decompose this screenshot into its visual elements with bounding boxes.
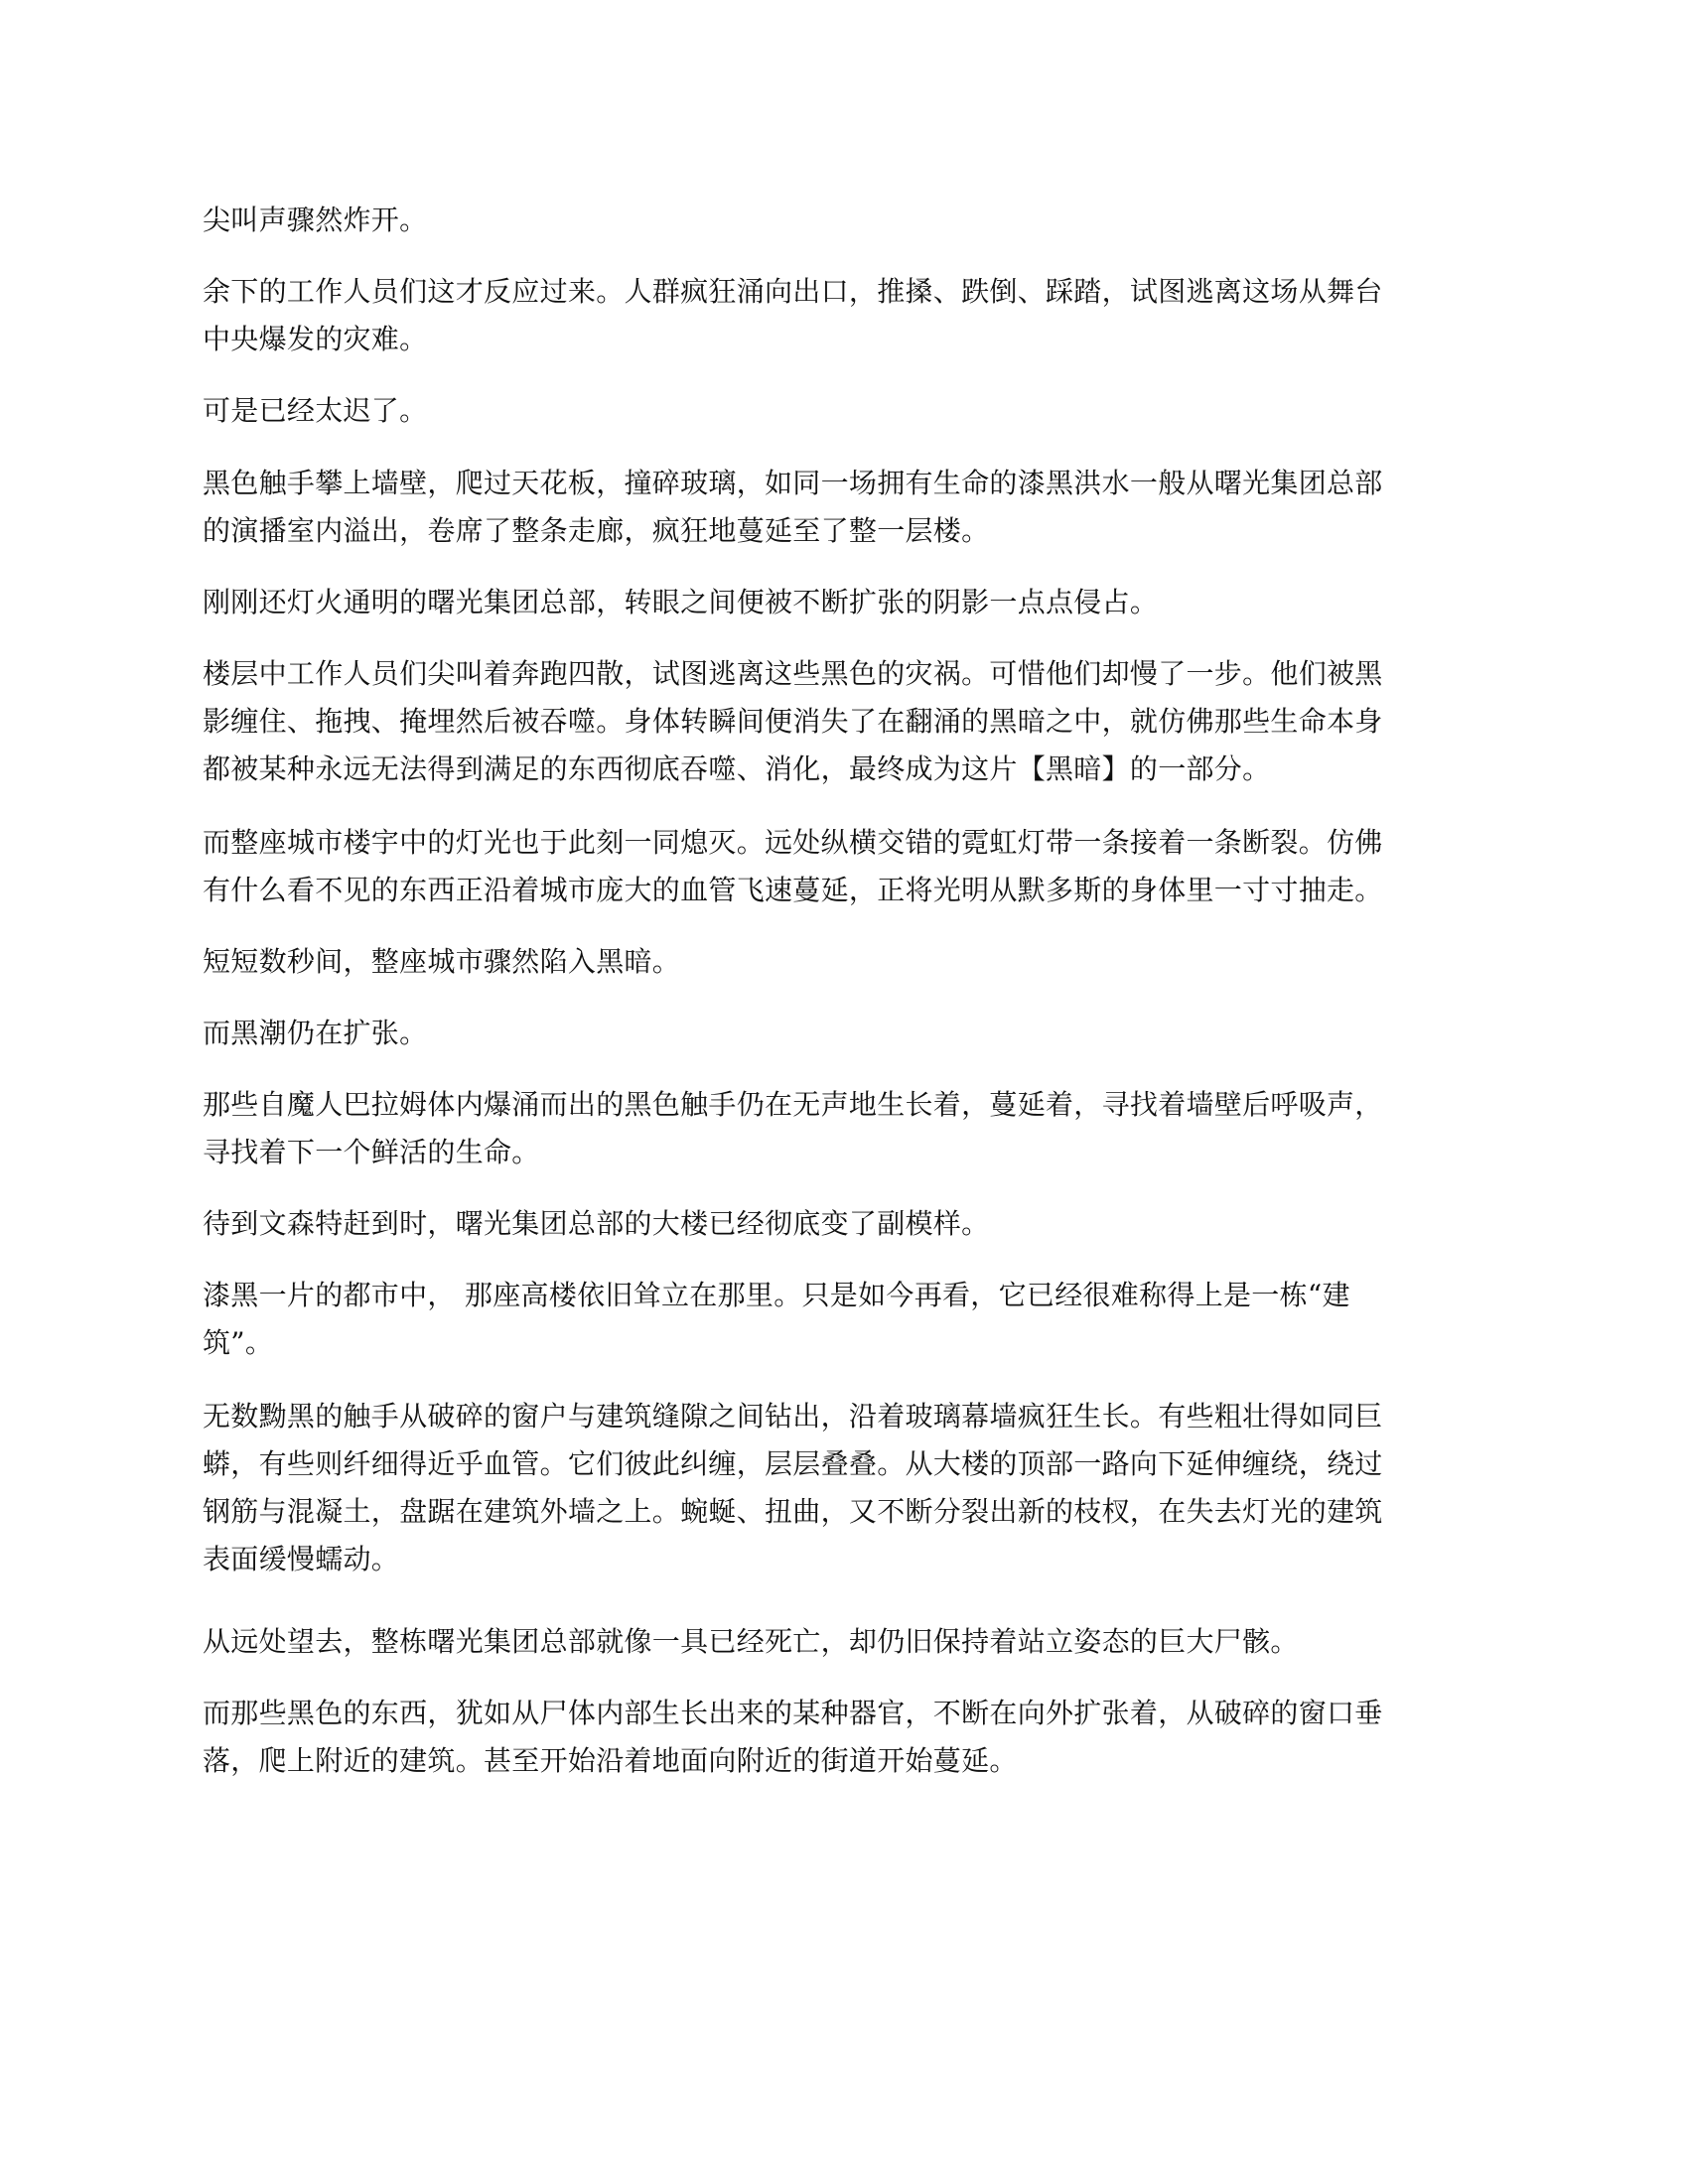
text-line: 可是已经太迟了。 <box>203 394 428 427</box>
paragraph <box>203 819 1493 914</box>
paragraph <box>203 460 1493 555</box>
paragraph <box>203 1393 1493 1583</box>
text-line: 楼层中工作人员们尖叫着奔跑四散，试图逃离这些黑色的灾祸。可惜他们却慢了一步。他们被黑 <box>203 657 1383 690</box>
text-line: 影缠住、拖拽、掩埋然后被吞噬。身体转瞬间便消失了在翻涌的黑暗之中，就仿佛那些生命本身 <box>203 705 1383 738</box>
text-line: 无数黝黑的触手从破碎的窗户与建筑缝隙之间钻出，沿着玻璃幕墙疯狂生长。有些粗壮得如同巨 <box>203 1400 1383 1433</box>
text-line: 那些自魔人巴拉姆体内爆涌而出的黑色触手仍在无声地生长着，蔓延着，寻找着墙壁后呼吸声， <box>203 1088 1383 1121</box>
text-line: 而那些黑色的东西，犹如从尸体内部生长出来的某种器官，不断在向外扩张着，从破碎的窗口垂 <box>203 1697 1383 1729</box>
paragraph <box>203 387 1493 435</box>
paragraph <box>203 197 1493 244</box>
text-line: 而整座城市楼宇中的灯光也于此刻一同熄灭。远处纵横交错的霓虹灯带一条接着一条断裂。仿佛 <box>203 826 1383 859</box>
paragraph <box>203 938 1493 986</box>
text-line: 黑色触手攀上墙壁，爬过天花板，撞碎玻璃，如同一场拥有生命的漆黑洪水一般从曙光集团总部 <box>203 467 1383 499</box>
paragraph <box>203 1200 1493 1248</box>
text-line: 从远处望去，整栋曙光集团总部就像一具已经死亡，却仍旧保持着站立姿态的巨大尸骸。 <box>203 1625 1299 1658</box>
text-line: 刚刚还灯火通明的曙光集团总部，转眼之间便被不断扩张的阴影一点点侵占。 <box>203 586 1159 618</box>
paragraph <box>203 1690 1493 1785</box>
text-line: 表面缓慢蠕动。 <box>203 1543 400 1575</box>
text-line: 尖叫声骤然炸开。 <box>203 204 428 236</box>
text-line: 落，爬上附近的建筑。甚至开始沿着地面向附近的街道开始蔓延。 <box>203 1744 1018 1777</box>
paragraph <box>203 1618 1493 1666</box>
paragraph <box>203 1010 1493 1057</box>
text-line: 中央爆发的灾难。 <box>203 323 428 355</box>
text-line: 寻找着下一个鲜活的生命。 <box>203 1136 540 1168</box>
text-line: 的演播室内溢出，卷席了整条走廊，疯狂地蔓延至了整一层楼。 <box>203 514 990 547</box>
text-line: 钢筋与混凝土，盘踞在建筑外墙之上。蜿蜒、扭曲，又不断分裂出新的枝杈，在失去灯光的建筑 <box>203 1495 1383 1528</box>
text-line: 余下的工作人员们这才反应过来。人群疯狂涌向出口，推搡、跌倒、踩踏，试图逃离这场从舞台 <box>203 275 1383 308</box>
text-line: 待到文森特赶到时，曙光集团总部的大楼已经彻底变了副模样。 <box>203 1207 990 1240</box>
text-line: 蟒，有些则纤细得近乎血管。它们彼此纠缠，层层叠叠。从大楼的顶部一路向下延伸缠绕，绕过 <box>203 1447 1383 1480</box>
paragraph <box>203 268 1493 363</box>
paragraph <box>203 579 1493 626</box>
paragraph <box>203 1272 1493 1367</box>
paragraph <box>203 650 1493 793</box>
text-line: 筑”。 <box>203 1326 274 1359</box>
text-line: 而黑潮仍在扩张。 <box>203 1017 428 1049</box>
paragraph <box>203 1081 1493 1176</box>
text-line: 都被某种永远无法得到满足的东西彻底吞噬、消化，最终成为这片【黑暗】的一部分。 <box>203 752 1271 785</box>
text-line: 短短数秒间，整座城市骤然陷入黑暗。 <box>203 945 681 978</box>
text-line: 漆黑一片的都市中， 那座高楼依旧耸立在那里。只是如今再看，它已经很难称得上是一栋“建 <box>203 1279 1350 1311</box>
text-line: 有什么看不见的东西正沿着城市庞大的血管飞速蔓延，正将光明从默多斯的身体里一寸寸抽走。 <box>203 874 1383 906</box>
